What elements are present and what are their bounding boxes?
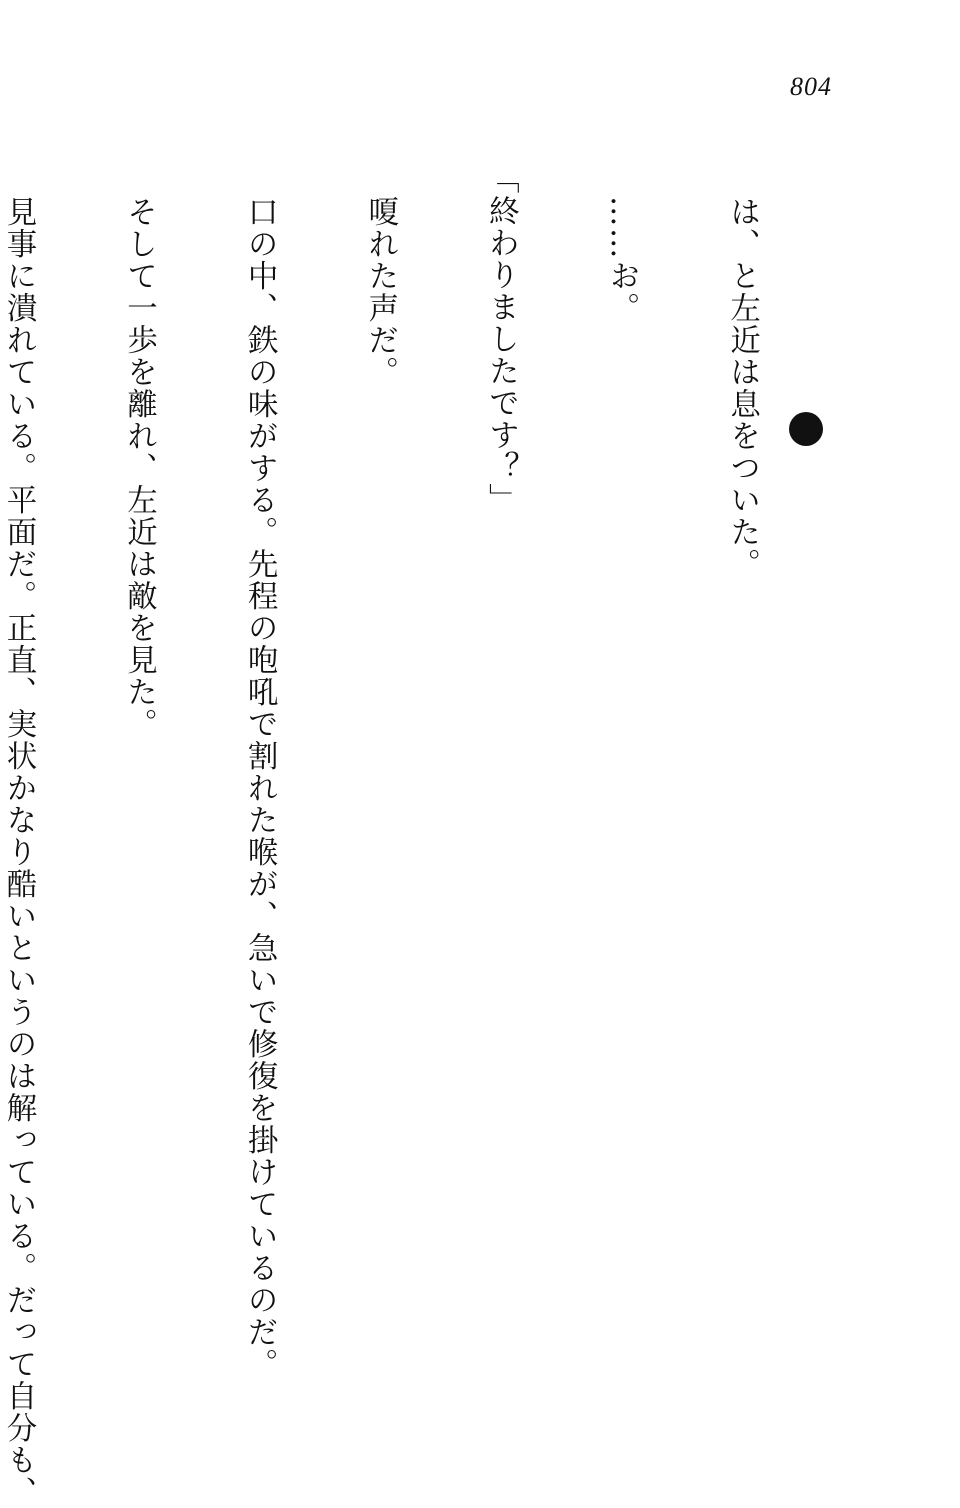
- text-line: ……お。: [603, 196, 639, 324]
- text-line: 口の中、鉄の味がする。先程の咆吼で割れた喉が、急いで修復を掛けているのだ。: [242, 196, 278, 1380]
- body-text: [0, 163, 842, 1508]
- text-line: 「終わりましたです？」: [483, 163, 519, 515]
- text-line: 嗄れた声だ。: [362, 196, 398, 388]
- text-line: そして一歩を離れ、左近は敵を見た。: [121, 196, 157, 740]
- text-line: 見事に潰れている。平面だ。正直、実状かなり酷いというのは解っている。だって自分も、: [0, 196, 36, 1508]
- page-number: 804: [790, 72, 832, 101]
- text-line: は、と左近は息をついた。: [724, 196, 760, 580]
